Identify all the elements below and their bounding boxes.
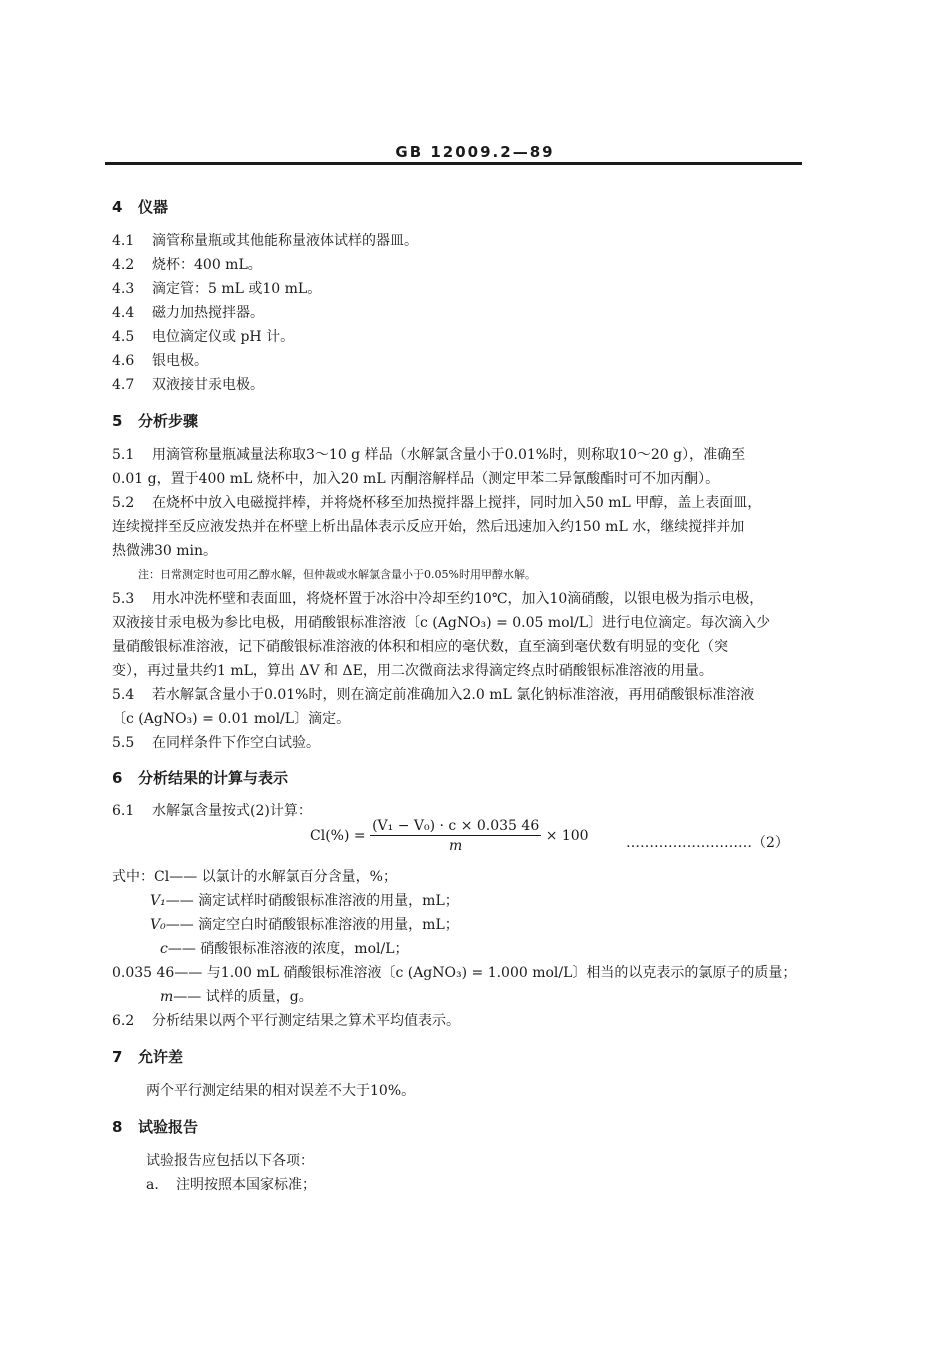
para-5-5: 5.5 在同样条件下作空白试验。 (112, 735, 320, 751)
legend-factor: 0.035 46—— 与1.00 mL 硝酸银标准溶液〔c (AgNO₃) = 1.000 mol/L〕相当的以克表示的氯原子的质量； (112, 965, 797, 981)
para-5-3-line3: 量硝酸银标准溶液，记下硝酸银标准溶液的体积和相应的毫伏数，直至滴到毫伏数有明显的变化（突 (112, 639, 728, 655)
formula-lhs: Cl(%) = (310, 828, 366, 844)
item-4-7: 4.7 双液接甘汞电极。 (112, 377, 264, 393)
legend-v1: V₁—— 滴定试样时硝酸银标准溶液的用量，mL； (150, 893, 459, 909)
item-4-1: 4.1 滴管称量瓶或其他能称量液体试样的器皿。 (112, 233, 418, 249)
para-5-2-line2: 连续搅拌至反应液发热并在杯壁上析出晶体表示反应开始，然后迅速加入约150 mL 水，继续搅拌并加 (112, 519, 745, 535)
legend-c: c—— 硝酸银标准溶液的浓度，mol/L； (160, 941, 409, 957)
para-5-2-line3: 热微沸30 min。 (112, 543, 218, 559)
para-5-4-line2: 〔c (AgNO₃) = 0.01 mol/L〕滴定。 (112, 711, 351, 727)
item-8-a: a. 注明按照本国家标准； (146, 1177, 316, 1193)
para-6-1: 6.1 水解氯含量按式(2)计算： (112, 803, 312, 819)
para-5-1-line2: 0.01 g，置于400 mL 烧杯中，加入20 mL 丙酮溶解样品（测定甲苯二异氰酸酯时可不加丙酮）。 (112, 471, 720, 487)
legend-cl: Cl—— 以氯计的水解氯百分含量，%； (154, 869, 397, 885)
para-5-3-line2: 双液接甘汞电极为参比电极，用硝酸银标准溶液〔c (AgNO₃) = 0.05 mol/L〕进行电位滴定。每次滴入少 (112, 615, 771, 631)
legend-intro: 式中： (112, 869, 154, 885)
para-5-2-line1: 5.2 在烧杯中放入电磁搅拌棒，并将烧杯移至加热搅拌器上搅拌，同时加入50 mL 甲醇，盖上表面皿， (112, 495, 762, 511)
note-5-2: 注：日常测定时也可用乙醇水解，但仲裁或水解氯含量小于0.05%时用甲醇水解。 (138, 568, 536, 581)
para-5-4-line1: 5.4 若水解氯含量小于0.01%时，则在滴定前准确加入2.0 mL 氯化钠标准溶液，再用硝酸银标准溶液 (112, 687, 755, 703)
para-5-3-line1: 5.3 用水冲洗杯壁和表面皿，将烧杯置于冰浴中冷却至约10℃，加入10滴硝酸，以银电极为指示电极， (112, 591, 764, 607)
formula-number: ………………………（2） (626, 835, 789, 851)
para-6-2: 6.2 分析结果以两个平行测定结果之算术平均值表示。 (112, 1013, 460, 1029)
item-4-6: 4.6 银电极。 (112, 353, 208, 369)
formula-tail: × 100 (545, 828, 589, 844)
section-8-heading: 8 试验报告 (112, 1118, 199, 1136)
para-5-1-line1: 5.1 用滴管称量瓶减量法称取3～10 g 样品（水解氯含量小于0.01%时，则称取10～20 g），准确至 (112, 447, 746, 463)
item-4-4: 4.4 磁力加热搅拌器。 (112, 305, 264, 321)
item-4-5: 4.5 电位滴定仪或 pH 计。 (112, 329, 295, 345)
section-4-heading: 4 仪器 (112, 198, 169, 216)
formula-numerator: (V₁ − V₀) · c × 0.035 46 (372, 818, 540, 834)
formula-fraction (370, 818, 541, 854)
formula-denominator: m (449, 838, 463, 854)
page-header: GB 12009.2—89 (395, 143, 555, 161)
item-4-2: 4.2 烧杯：400 mL。 (112, 257, 262, 273)
section-6-heading: 6 分析结果的计算与表示 (112, 769, 289, 787)
para-5-3-line4: 变），再过量共约1 mL，算出 ΔV 和 ΔE，用二次微商法求得滴定终点时硝酸银标准溶液的用量。 (112, 663, 713, 679)
legend-m: m—— 试样的质量，g。 (160, 989, 313, 1005)
header-rule (105, 162, 802, 165)
item-4-3: 4.3 滴定管：5 mL 或10 mL。 (112, 281, 322, 297)
para-7: 两个平行测定结果的相对误差不大于10%。 (146, 1083, 416, 1099)
para-8: 试验报告应包括以下各项： (146, 1153, 314, 1169)
section-7-heading: 7 允许差 (112, 1048, 184, 1066)
section-5-heading: 5 分析步骤 (112, 412, 199, 430)
legend-v0: V₀—— 滴定空白时硝酸银标准溶液的用量，mL； (150, 917, 459, 933)
formula-2 (310, 818, 589, 854)
